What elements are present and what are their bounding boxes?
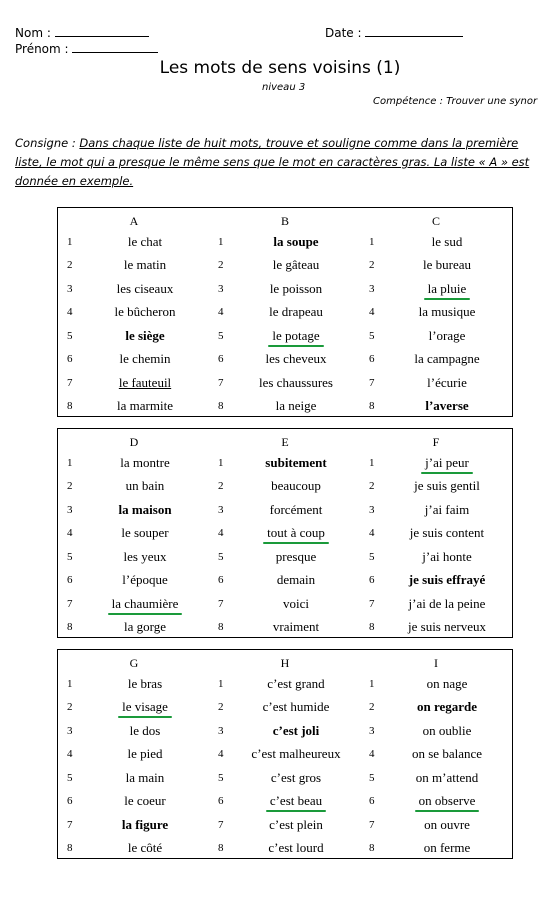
word-number: 5 bbox=[369, 551, 375, 563]
competence-label: Compétence : Trouver une synor bbox=[373, 96, 538, 107]
instructions bbox=[15, 134, 540, 191]
date-blank-line[interactable] bbox=[365, 24, 463, 37]
word-target[interactable]: subitement bbox=[265, 455, 327, 470]
word-row bbox=[209, 281, 361, 301]
column-letter: B bbox=[280, 214, 289, 228]
word-option[interactable]: on nage bbox=[426, 676, 468, 691]
prenom-label: Prénom : bbox=[15, 42, 69, 56]
word-number: 4 bbox=[67, 527, 73, 539]
word-row bbox=[360, 596, 512, 616]
word-option[interactable]: j’ai honte bbox=[422, 549, 472, 564]
word-option[interactable]: la montre bbox=[120, 455, 170, 470]
word-option[interactable]: c’est grand bbox=[267, 676, 325, 691]
prenom-field bbox=[15, 40, 158, 56]
word-target[interactable]: le siège bbox=[125, 328, 165, 343]
word-option[interactable]: j’ai de la peine bbox=[408, 596, 486, 611]
word-number: 4 bbox=[369, 306, 375, 318]
word-number: 5 bbox=[369, 330, 375, 342]
word-row bbox=[209, 375, 361, 395]
nom-blank-line[interactable] bbox=[55, 24, 149, 37]
word-table bbox=[57, 207, 513, 417]
word-number: 1 bbox=[218, 457, 224, 469]
word-option[interactable]: c’est malheureux bbox=[251, 746, 341, 761]
word-option[interactable]: la neige bbox=[275, 398, 317, 413]
word-row bbox=[209, 351, 361, 371]
column-letter: D bbox=[129, 435, 139, 449]
word-table bbox=[57, 428, 513, 638]
word-row bbox=[58, 793, 210, 813]
word-list-column bbox=[209, 429, 361, 637]
word-number: 5 bbox=[218, 551, 224, 563]
word-option[interactable]: presque bbox=[275, 549, 317, 564]
word-option[interactable]: la gorge bbox=[124, 619, 166, 634]
word-number: 1 bbox=[218, 236, 224, 248]
word-target[interactable]: on regarde bbox=[416, 699, 478, 714]
word-underlined-answer[interactable]: j’ai peur bbox=[425, 455, 469, 470]
word-row bbox=[360, 398, 512, 418]
word-number: 1 bbox=[369, 457, 375, 469]
word-option[interactable]: le poisson bbox=[269, 281, 323, 296]
word-number: 8 bbox=[67, 400, 73, 412]
word-row bbox=[209, 840, 361, 860]
word-number: 3 bbox=[218, 725, 224, 737]
word-number: 2 bbox=[67, 701, 73, 713]
word-option[interactable]: les cheveux bbox=[265, 351, 327, 366]
word-row bbox=[58, 328, 210, 348]
word-row bbox=[58, 596, 210, 616]
column-letter: E bbox=[281, 435, 289, 449]
word-underlined-answer[interactable]: tout à coup bbox=[267, 525, 325, 540]
word-number: 2 bbox=[369, 480, 375, 492]
word-option[interactable]: on ouvre bbox=[424, 817, 470, 832]
word-option[interactable]: l’écurie bbox=[427, 375, 467, 390]
nom-label: Nom : bbox=[15, 26, 51, 40]
word-number: 8 bbox=[369, 621, 375, 633]
word-option[interactable]: forcément bbox=[269, 502, 323, 517]
word-row bbox=[58, 234, 210, 254]
word-number: 3 bbox=[67, 283, 73, 295]
word-list-column bbox=[360, 429, 512, 637]
word-option[interactable]: c’est lourd bbox=[268, 840, 324, 855]
word-list-column bbox=[58, 650, 210, 858]
word-number: 3 bbox=[369, 725, 375, 737]
word-option[interactable]: le matin bbox=[123, 257, 167, 272]
word-row bbox=[209, 549, 361, 569]
word-number: 2 bbox=[369, 701, 375, 713]
word-list-column bbox=[209, 208, 361, 416]
word-row bbox=[209, 619, 361, 639]
word-number: 2 bbox=[218, 701, 224, 713]
word-row bbox=[360, 676, 512, 696]
word-row bbox=[360, 455, 512, 475]
column-letter: C bbox=[431, 214, 440, 228]
word-number: 6 bbox=[369, 353, 375, 365]
word-option[interactable]: le fauteuil bbox=[118, 375, 172, 390]
word-number: 7 bbox=[67, 377, 73, 389]
word-underlined-answer[interactable]: on observe bbox=[418, 793, 476, 808]
word-number: 8 bbox=[218, 400, 224, 412]
word-row bbox=[209, 723, 361, 743]
word-option[interactable]: le bureau bbox=[422, 257, 471, 272]
word-row bbox=[58, 699, 210, 719]
date-label: Date : bbox=[325, 26, 362, 40]
word-number: 7 bbox=[67, 598, 73, 610]
word-number: 6 bbox=[67, 795, 73, 807]
word-option[interactable]: je suis gentil bbox=[414, 478, 480, 493]
word-number: 6 bbox=[369, 574, 375, 586]
word-number: 3 bbox=[218, 283, 224, 295]
word-number: 3 bbox=[218, 504, 224, 516]
word-number: 5 bbox=[67, 551, 73, 563]
word-row bbox=[360, 723, 512, 743]
word-option[interactable]: j’ai faim bbox=[424, 502, 470, 517]
word-number: 5 bbox=[218, 330, 224, 342]
column-letter: F bbox=[432, 435, 440, 449]
word-option[interactable]: les chaussures bbox=[258, 375, 333, 390]
word-option[interactable]: le coeur bbox=[124, 793, 166, 808]
word-option[interactable]: l’époque bbox=[122, 572, 168, 587]
word-row bbox=[209, 478, 361, 498]
word-list-column bbox=[360, 650, 512, 858]
word-row bbox=[360, 502, 512, 522]
word-row bbox=[58, 525, 210, 545]
date-field bbox=[325, 24, 463, 40]
word-row bbox=[360, 351, 512, 371]
instructions-text: Dans chaque liste de huit mots, trouve et souligne comme dans la première liste, le mot qui a presque le même sens que le mot en caractères gras. La liste « A » est donnée en exemple. bbox=[15, 136, 530, 188]
word-number: 6 bbox=[218, 353, 224, 365]
word-option[interactable]: le dos bbox=[129, 723, 161, 738]
word-number: 4 bbox=[67, 748, 73, 760]
word-number: 2 bbox=[67, 259, 73, 271]
word-option[interactable]: un bain bbox=[125, 478, 165, 493]
word-number: 5 bbox=[67, 330, 73, 342]
word-row bbox=[209, 817, 361, 837]
word-option[interactable]: c’est humide bbox=[262, 699, 330, 714]
word-number: 1 bbox=[67, 457, 73, 469]
word-row bbox=[360, 770, 512, 790]
word-number: 7 bbox=[218, 598, 224, 610]
word-number: 7 bbox=[369, 377, 375, 389]
word-option[interactable]: on m’attend bbox=[415, 770, 479, 785]
word-number: 8 bbox=[67, 621, 73, 633]
word-row bbox=[360, 572, 512, 592]
column-letter: A bbox=[129, 214, 139, 228]
word-option[interactable]: le pied bbox=[127, 746, 163, 761]
word-number: 8 bbox=[218, 842, 224, 854]
word-underlined-answer[interactable]: le potage bbox=[272, 328, 320, 343]
word-option[interactable]: je suis content bbox=[409, 525, 485, 540]
word-number: 3 bbox=[67, 725, 73, 737]
word-number: 2 bbox=[369, 259, 375, 271]
word-underlined-answer[interactable]: la pluie bbox=[427, 281, 467, 296]
word-list-column bbox=[58, 429, 210, 637]
word-option[interactable]: les ciseaux bbox=[116, 281, 174, 296]
word-target[interactable]: l’averse bbox=[425, 398, 469, 413]
word-row bbox=[360, 619, 512, 639]
word-row bbox=[58, 746, 210, 766]
word-number: 1 bbox=[67, 236, 73, 248]
word-row bbox=[58, 257, 210, 277]
word-row bbox=[58, 723, 210, 743]
column-letter: G bbox=[129, 656, 139, 670]
word-number: 3 bbox=[369, 283, 375, 295]
word-row bbox=[58, 572, 210, 592]
word-row bbox=[209, 596, 361, 616]
instructions-label: Consigne : bbox=[15, 136, 76, 150]
word-target[interactable]: la soupe bbox=[273, 234, 319, 249]
word-row bbox=[58, 398, 210, 418]
word-row bbox=[209, 257, 361, 277]
word-row bbox=[360, 793, 512, 813]
word-row bbox=[209, 676, 361, 696]
word-option[interactable]: le bûcheron bbox=[114, 304, 176, 319]
word-option[interactable]: le chat bbox=[127, 234, 163, 249]
word-row bbox=[209, 572, 361, 592]
word-number: 3 bbox=[369, 504, 375, 516]
word-number: 4 bbox=[218, 527, 224, 539]
word-option[interactable]: le côté bbox=[127, 840, 163, 855]
word-row bbox=[209, 793, 361, 813]
word-row bbox=[58, 549, 210, 569]
word-underlined-answer[interactable]: le visage bbox=[122, 699, 168, 714]
word-number: 8 bbox=[67, 842, 73, 854]
word-number: 5 bbox=[218, 772, 224, 784]
word-row bbox=[209, 234, 361, 254]
word-option[interactable]: voici bbox=[283, 596, 309, 611]
word-option[interactable]: le drapeau bbox=[269, 304, 323, 319]
word-number: 3 bbox=[67, 504, 73, 516]
word-row bbox=[360, 525, 512, 545]
word-row bbox=[209, 525, 361, 545]
word-number: 6 bbox=[218, 574, 224, 586]
word-number: 7 bbox=[218, 377, 224, 389]
word-number: 6 bbox=[369, 795, 375, 807]
word-option[interactable]: on se balance bbox=[411, 746, 483, 761]
word-option[interactable]: demain bbox=[276, 572, 316, 587]
word-row bbox=[360, 234, 512, 254]
column-letter: H bbox=[280, 656, 290, 670]
word-number: 1 bbox=[67, 678, 73, 690]
word-option[interactable]: le gâteau bbox=[272, 257, 320, 272]
word-option[interactable]: la campagne bbox=[414, 351, 480, 366]
word-row bbox=[209, 398, 361, 418]
word-number: 8 bbox=[369, 400, 375, 412]
word-number: 2 bbox=[67, 480, 73, 492]
word-row bbox=[58, 304, 210, 324]
word-row bbox=[360, 281, 512, 301]
word-number: 1 bbox=[369, 678, 375, 690]
word-option[interactable]: le chemin bbox=[119, 351, 171, 366]
word-number: 1 bbox=[369, 236, 375, 248]
word-row bbox=[209, 699, 361, 719]
word-row bbox=[58, 478, 210, 498]
word-row bbox=[360, 817, 512, 837]
word-number: 7 bbox=[67, 819, 73, 831]
word-row bbox=[58, 676, 210, 696]
word-row bbox=[360, 746, 512, 766]
word-row bbox=[58, 770, 210, 790]
word-option[interactable]: la marmite bbox=[117, 398, 173, 413]
word-option[interactable]: les yeux bbox=[123, 549, 167, 564]
word-number: 5 bbox=[369, 772, 375, 784]
word-row bbox=[360, 549, 512, 569]
word-row bbox=[58, 351, 210, 371]
word-row bbox=[58, 817, 210, 837]
word-row bbox=[58, 281, 210, 301]
page-title: Les mots de sens voisins (1) bbox=[159, 58, 401, 78]
word-option[interactable]: la musique bbox=[418, 304, 476, 319]
word-number: 7 bbox=[218, 819, 224, 831]
word-row bbox=[209, 455, 361, 475]
word-option[interactable]: on oublie bbox=[422, 723, 472, 738]
word-option[interactable]: c’est gros bbox=[270, 770, 322, 785]
word-option[interactable]: l’orage bbox=[428, 328, 466, 343]
level-label: niveau 3 bbox=[262, 82, 306, 93]
word-number: 4 bbox=[369, 748, 375, 760]
column-letter: I bbox=[434, 656, 438, 670]
word-number: 7 bbox=[369, 819, 375, 831]
word-number: 8 bbox=[218, 621, 224, 633]
word-row bbox=[360, 375, 512, 395]
word-option[interactable]: beaucoup bbox=[271, 478, 321, 493]
word-target[interactable]: la figure bbox=[121, 817, 169, 832]
word-list-column bbox=[58, 208, 210, 416]
prenom-blank-line[interactable] bbox=[72, 40, 158, 53]
word-row bbox=[58, 455, 210, 475]
word-option[interactable]: la main bbox=[125, 770, 165, 785]
word-row bbox=[209, 502, 361, 522]
word-number: 7 bbox=[369, 598, 375, 610]
word-option[interactable]: c’est plein bbox=[269, 817, 323, 832]
word-number: 2 bbox=[218, 259, 224, 271]
word-list-column bbox=[209, 650, 361, 858]
word-row bbox=[58, 502, 210, 522]
word-option[interactable]: on ferme bbox=[423, 840, 471, 855]
word-list-column bbox=[360, 208, 512, 416]
word-row bbox=[58, 619, 210, 639]
word-row bbox=[58, 375, 210, 395]
word-number: 4 bbox=[218, 306, 224, 318]
word-row bbox=[209, 328, 361, 348]
nom-field bbox=[15, 24, 149, 40]
word-row bbox=[209, 304, 361, 324]
word-row bbox=[209, 770, 361, 790]
word-row bbox=[360, 304, 512, 324]
word-option[interactable]: le souper bbox=[121, 525, 169, 540]
word-row bbox=[360, 257, 512, 277]
word-row bbox=[360, 478, 512, 498]
word-table bbox=[57, 649, 513, 859]
word-row bbox=[360, 840, 512, 860]
word-number: 2 bbox=[218, 480, 224, 492]
word-number: 4 bbox=[218, 748, 224, 760]
word-option[interactable]: le bras bbox=[127, 676, 163, 691]
word-option[interactable]: le sud bbox=[431, 234, 463, 249]
word-option[interactable]: vraiment bbox=[272, 619, 320, 634]
word-row bbox=[360, 328, 512, 348]
word-target[interactable]: c’est joli bbox=[272, 723, 320, 738]
word-row bbox=[360, 699, 512, 719]
word-number: 6 bbox=[67, 353, 73, 365]
word-number: 4 bbox=[369, 527, 375, 539]
word-number: 6 bbox=[218, 795, 224, 807]
word-number: 5 bbox=[67, 772, 73, 784]
word-target[interactable]: la maison bbox=[118, 502, 172, 517]
word-row bbox=[58, 840, 210, 860]
word-number: 4 bbox=[67, 306, 73, 318]
word-target[interactable]: je suis effrayé bbox=[408, 572, 486, 587]
word-row bbox=[209, 746, 361, 766]
word-underlined-answer[interactable]: c’est beau bbox=[269, 793, 323, 808]
word-option[interactable]: je suis nerveux bbox=[408, 619, 486, 634]
word-number: 8 bbox=[369, 842, 375, 854]
word-underlined-answer[interactable]: la chaumière bbox=[111, 596, 179, 611]
word-number: 1 bbox=[218, 678, 224, 690]
word-number: 6 bbox=[67, 574, 73, 586]
